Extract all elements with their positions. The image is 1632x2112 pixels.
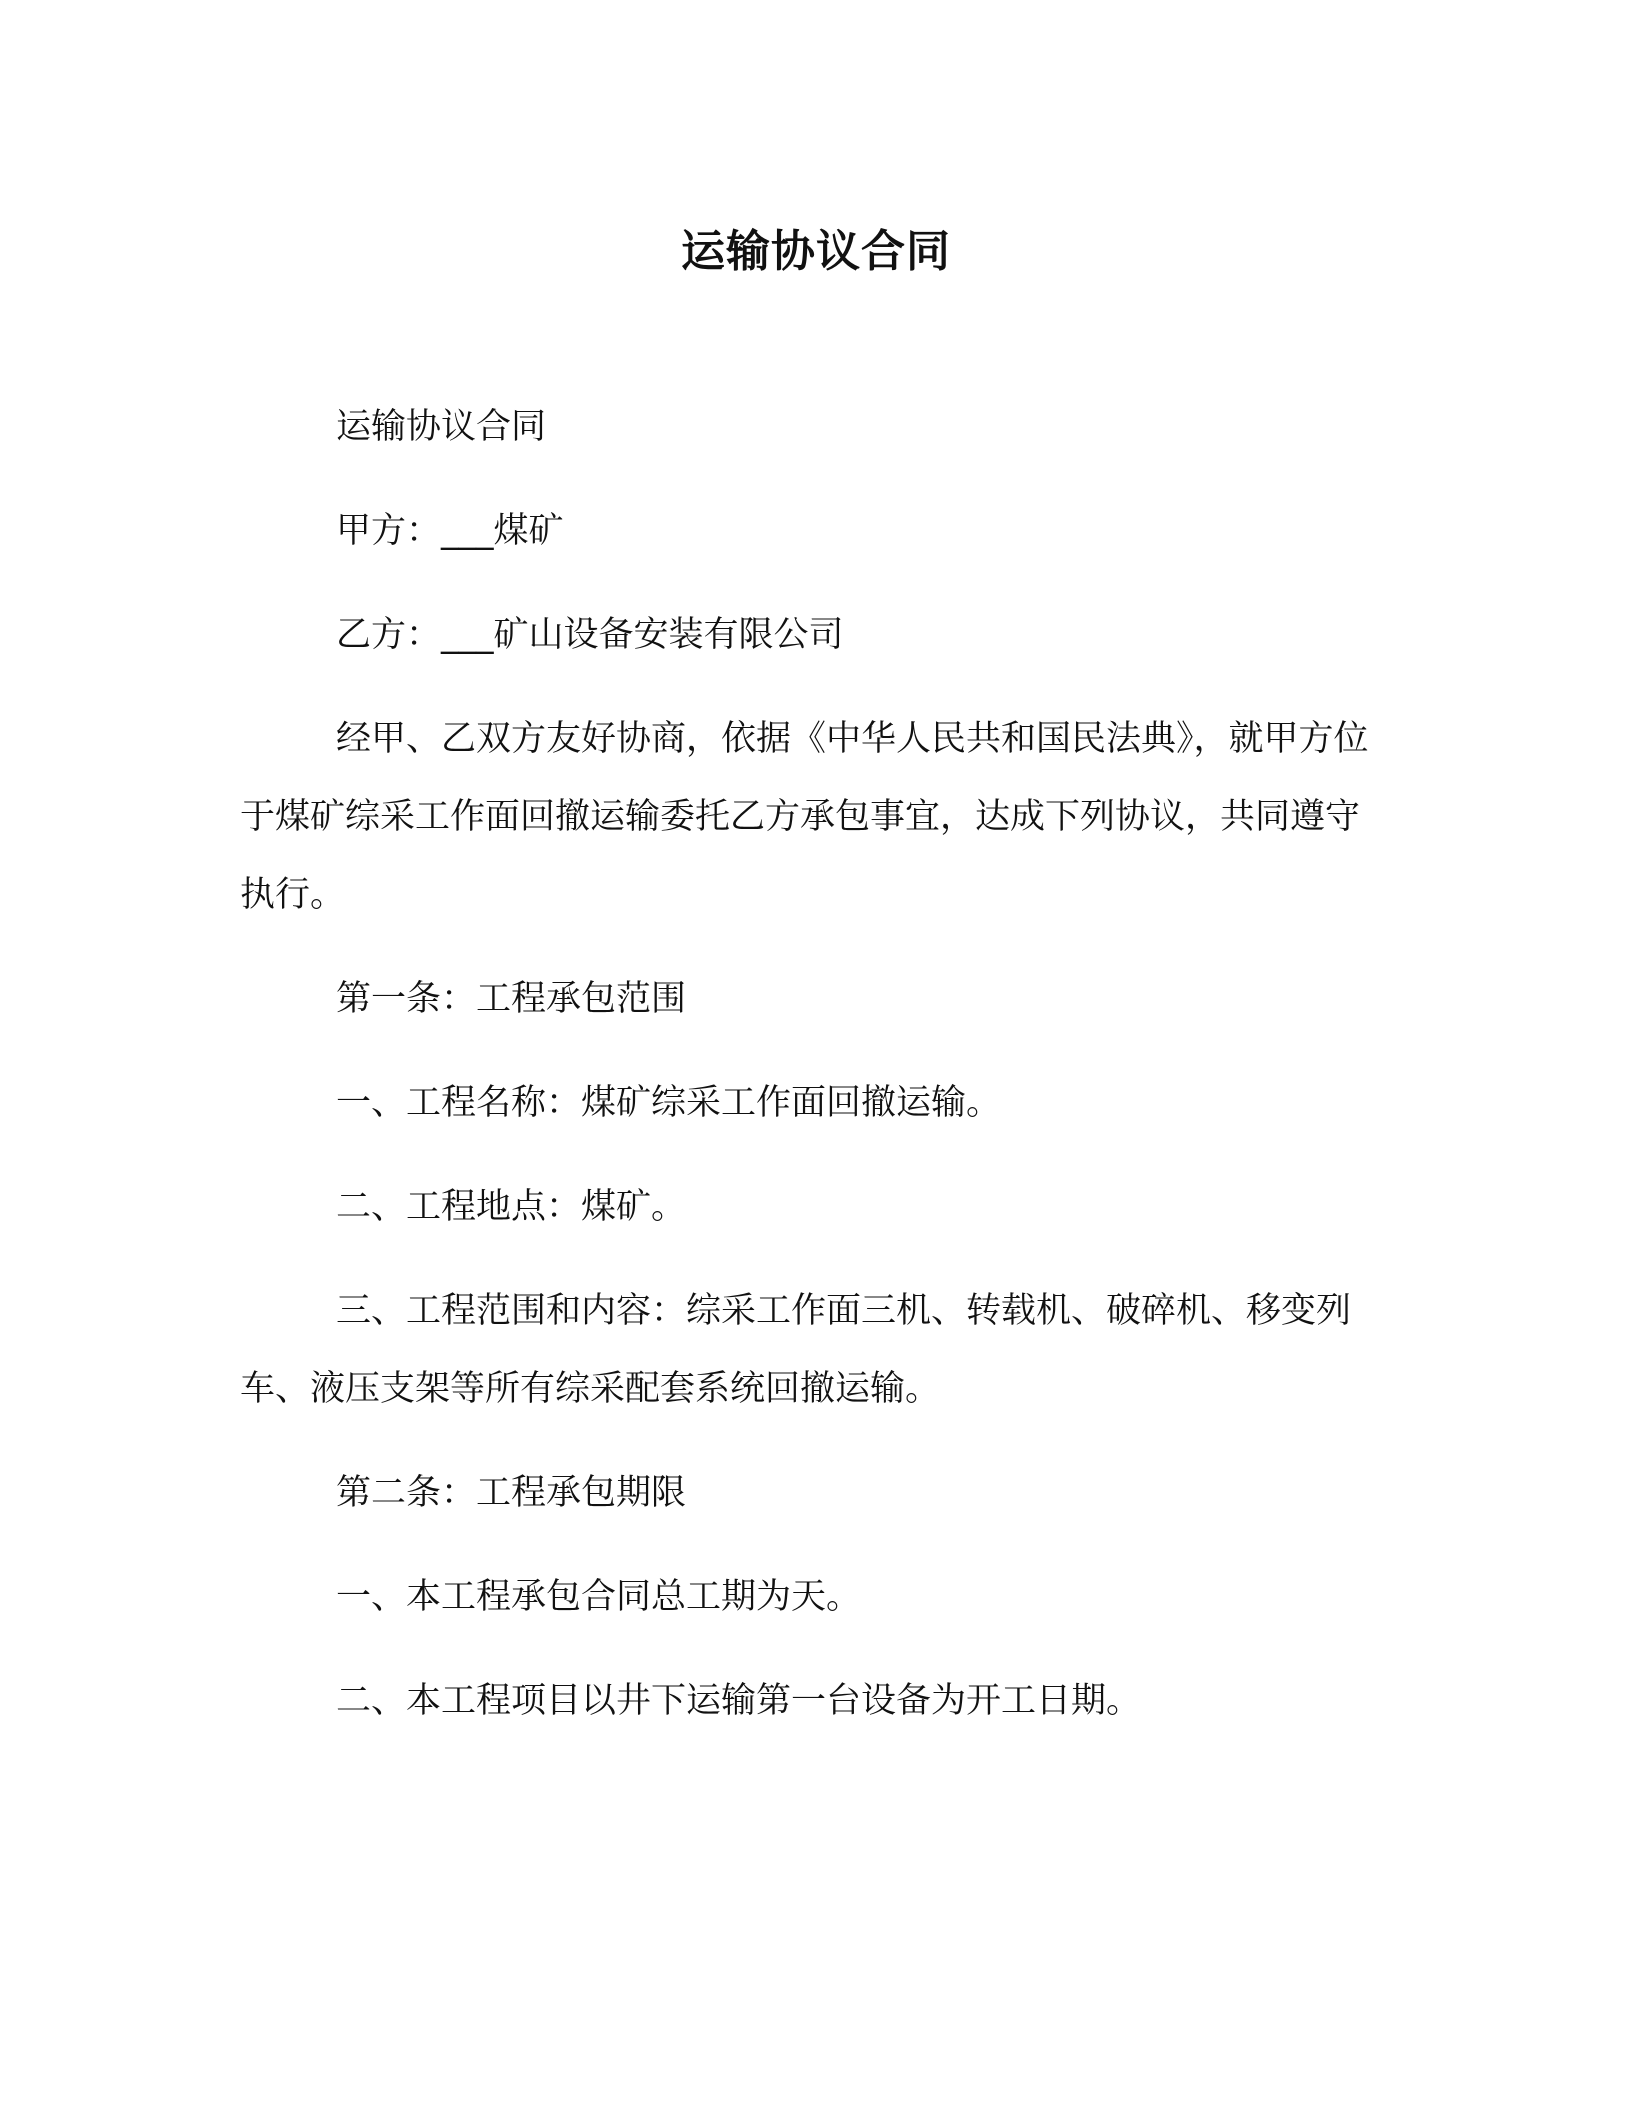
- paragraph-project-name: 一、工程名称：煤矿综采工作面回撤运输。: [336, 1083, 1002, 1123]
- document-title: 运输协议合同: [681, 226, 951, 277]
- paragraph-article-1-heading: 第一条：工程承包范围: [336, 979, 687, 1019]
- paragraph-preamble: 经甲、乙双方友好协商，依据《中华人民共和国民法典》，就甲方位于煤矿综采工作面回撤运输委托乙方承包事宜，达成下列协议，共同遵守执行。: [240, 719, 1369, 915]
- paragraph-total-duration: 一、本工程承包合同总工期为天。: [336, 1577, 862, 1617]
- paragraph-party-a: 甲方：___煤矿: [336, 511, 564, 551]
- paragraph-start-date: 二、本工程项目以井下运输第一台设备为开工日期。: [336, 1681, 1142, 1721]
- paragraph-subtitle: 运输协议合同: [336, 407, 547, 447]
- paragraph-project-location: 二、工程地点：煤矿。: [336, 1187, 687, 1227]
- paragraph-party-b: 乙方：___矿山设备安装有限公司: [336, 615, 844, 655]
- paragraph-project-scope: 三、工程范围和内容：综采工作面三机、转载机、破碎机、移变列车、液压支架等所有综采配套系统回撤运输。: [240, 1291, 1352, 1409]
- document-body: [240, 388, 1380, 1766]
- paragraph-article-2-heading: 第二条：工程承包期限: [336, 1473, 687, 1513]
